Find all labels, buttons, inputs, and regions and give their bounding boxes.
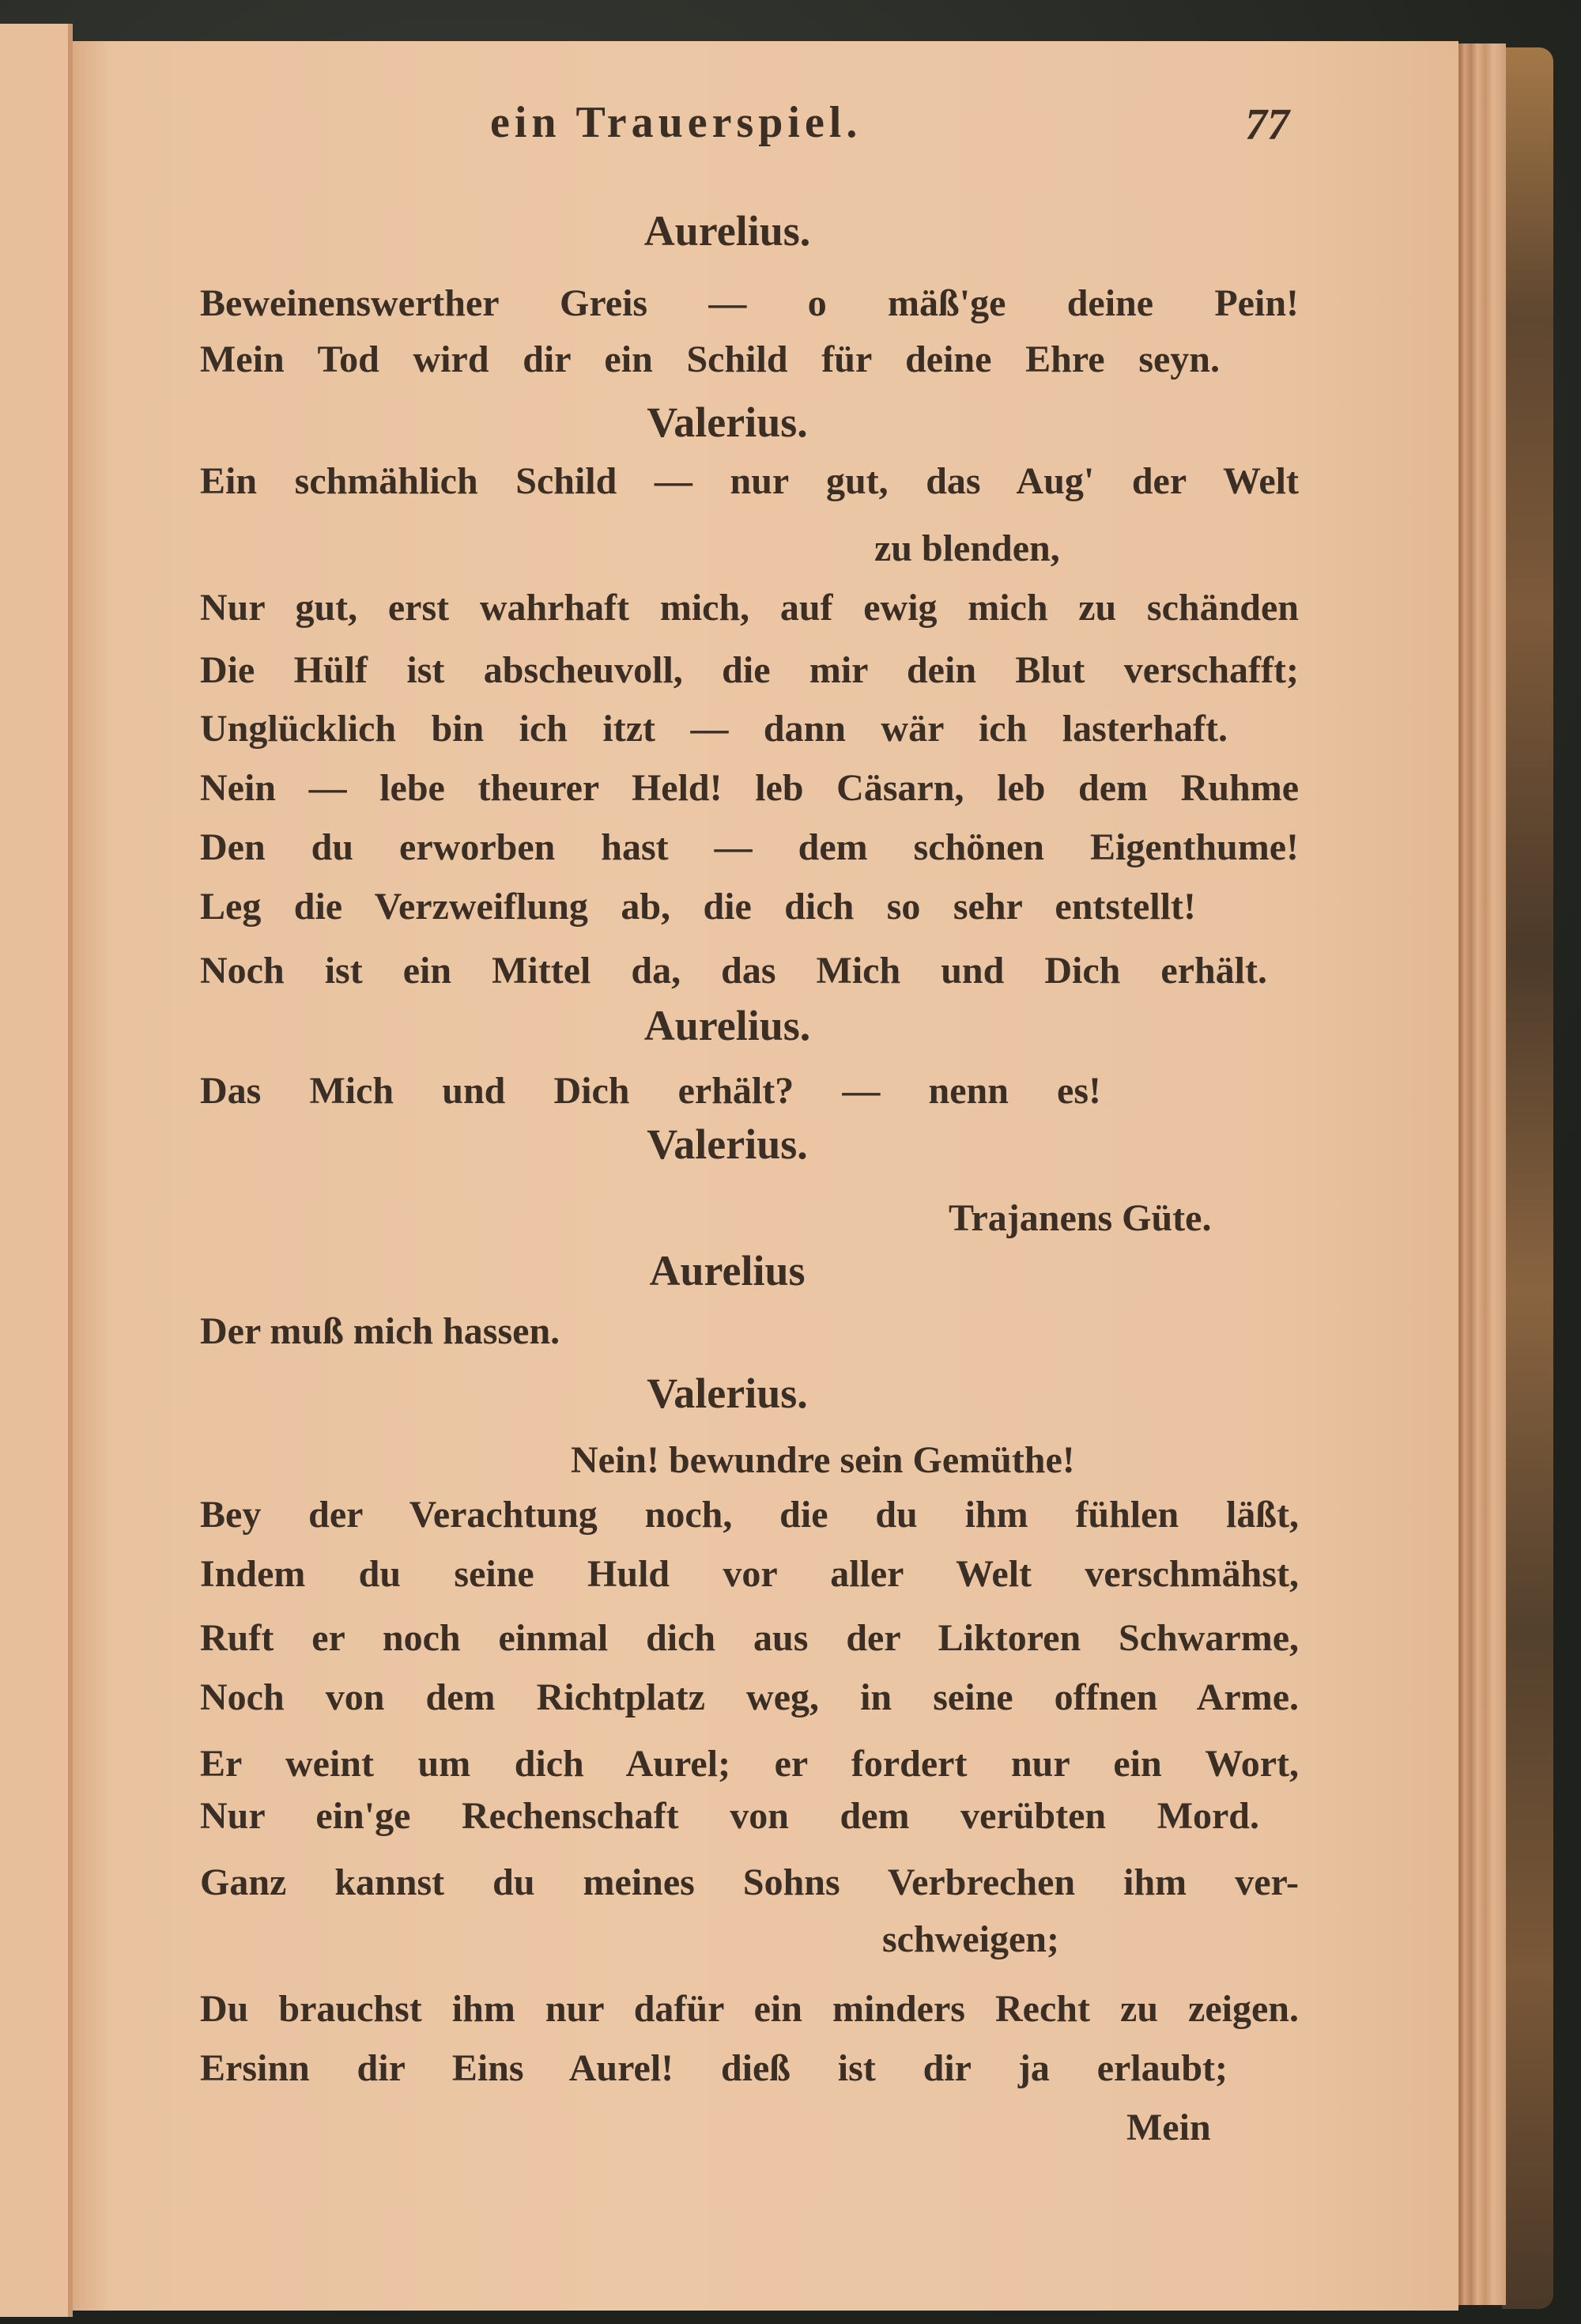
- verse-line: Nur gut, erst wahrhaft mich, auf ewig mich zu schänden: [200, 587, 1299, 629]
- verse-line: Unglücklich bin ich itzt — dann wär ich lasterhaft.: [200, 708, 1228, 750]
- verse-line: Bey der Verachtung noch, die du ihm fühlen läßt,: [200, 1494, 1299, 1536]
- speaker-name: Valerius.: [647, 1370, 808, 1417]
- facing-page-edge: [0, 24, 71, 2317]
- verse-line: Ruft er noch einmal dich aus der Liktoren Schwarme,: [200, 1617, 1299, 1659]
- page-stack-edge: [1455, 43, 1506, 2305]
- book-cover-edge: [1502, 47, 1553, 2309]
- running-title: ein Trauerspiel.: [490, 98, 862, 147]
- catchword: Mein: [1126, 2107, 1211, 2148]
- verse-line: Ganz kannst du meines Sohns Verbrechen ihm ver-: [200, 1861, 1299, 1903]
- speaker-name: Aurelius.: [643, 1002, 811, 1049]
- verse-line: Das Mich und Dich erhält? — nenn es!: [200, 1070, 1101, 1112]
- verse-line: Nein — lebe theurer Held! leb Cäsarn, leb dem Ruhme: [200, 767, 1299, 809]
- verse-line: Du brauchst ihm nur dafür ein minders Recht zu zeigen.: [200, 1988, 1299, 2030]
- verse-line: Noch von dem Richtplatz weg, in seine offnen Arme.: [200, 1676, 1299, 1718]
- verse-line: Ein schmählich Schild — nur gut, das Aug' der Welt: [200, 460, 1299, 502]
- verse-line-continuation: schweigen;: [882, 1918, 1059, 1960]
- speaker-name: Aurelius.: [643, 207, 811, 255]
- verse-line: Er weint um dich Aurel; er fordert nur ein Wort,: [200, 1743, 1299, 1785]
- page-number: 77: [1245, 100, 1289, 149]
- verse-line: Die Hülf ist abscheuvoll, die mir dein Blut verschafft;: [200, 649, 1299, 691]
- gutter: [68, 24, 73, 2317]
- verse-line: Beweinenswerther Greis — o mäß'ge deine Pein!: [200, 282, 1299, 324]
- verse-line: Nein! bewundre sein Gemüthe!: [571, 1439, 1075, 1481]
- verse-line: Der muß mich hassen.: [200, 1310, 560, 1352]
- verse-line: Den du erworben hast — dem schönen Eigenthume!: [200, 826, 1299, 868]
- verse-line: Trajanens Güte.: [949, 1197, 1212, 1239]
- verse-line: Ersinn dir Eins Aurel! dieß ist dir ja erlaubt;: [200, 2047, 1228, 2089]
- speaker-name: Valerius.: [647, 1120, 808, 1168]
- speaker-name: Aurelius: [649, 1247, 806, 1294]
- verse-line: Leg die Verzweiflung ab, die dich so sehr entstellt!: [200, 886, 1196, 928]
- verse-line: Indem du seine Huld vor aller Welt verschmähst,: [200, 1553, 1299, 1595]
- verse-line: Nur ein'ge Rechenschaft von dem verübten Mord.: [200, 1795, 1259, 1837]
- verse-line-continuation: zu blenden,: [874, 527, 1060, 569]
- verse-line: Noch ist ein Mittel da, das Mich und Dich erhält.: [200, 950, 1267, 992]
- speaker-name: Valerius.: [647, 399, 808, 446]
- verse-line: Mein Tod wird dir ein Schild für deine Ehre seyn.: [200, 338, 1220, 380]
